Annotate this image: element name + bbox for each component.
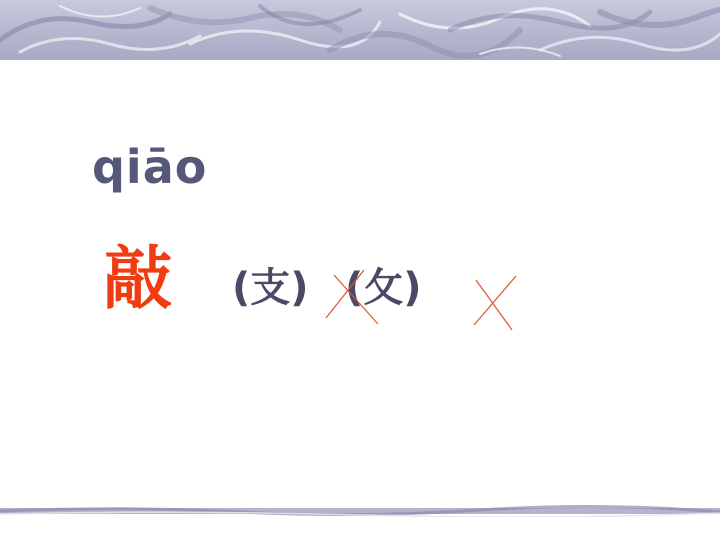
radical-option-zhi: (支) <box>232 265 309 311</box>
radical-option-pu: (攵) <box>345 265 422 311</box>
cross-mark <box>474 276 516 330</box>
cross-mark <box>326 270 378 324</box>
pinyin-label: qiāo <box>92 140 208 194</box>
bottom-swirl-decoration <box>0 504 720 517</box>
chinese-character: 敲 <box>104 240 173 319</box>
bottom-divider <box>0 503 720 517</box>
